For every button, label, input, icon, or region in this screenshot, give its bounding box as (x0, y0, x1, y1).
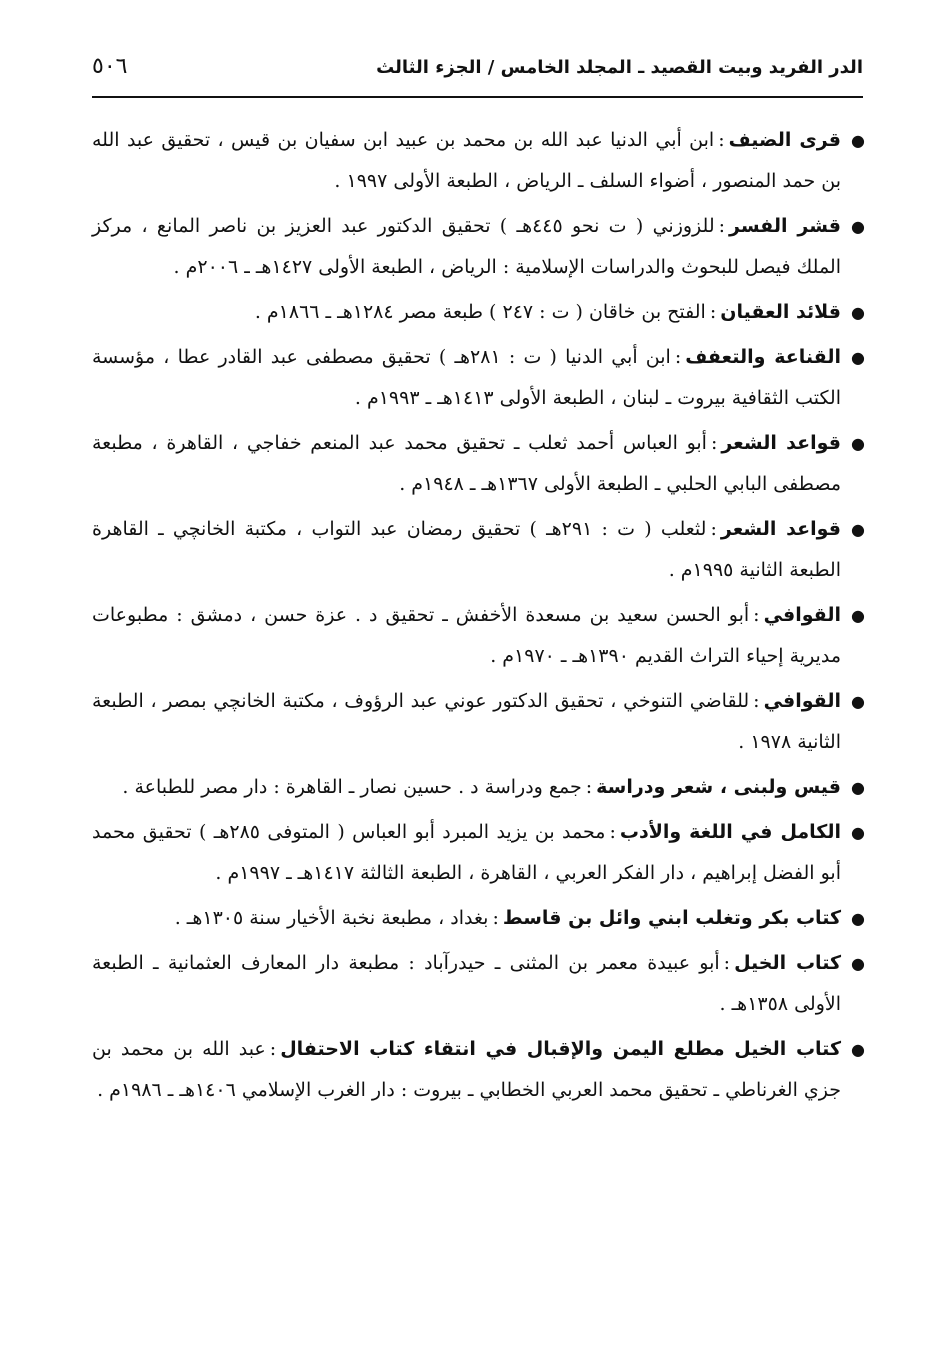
bullet-icon: ● (851, 303, 865, 322)
bibliography-entry: ● القوافي:أبو الحسن سعيد بن مسعدة الأخفش ـ تحقيق د . عزة حسن ، دمشق : مطبوعات مديرية إحياء التراث القديم ١٣٩٠هـ ـ ١٩٧٠م . (92, 595, 863, 677)
bibliography-entry: ● كتاب بكر وتغلب ابني وائل بن قاسط:بغداد ، مطبعة نخبة الأخيار سنة ١٣٠٥هـ . (92, 898, 863, 939)
bullet-icon: ● (851, 606, 865, 625)
entry-details: للقاضي التنوخي ، تحقيق الدكتور عوني عبد الرؤوف ، مكتبة الخانچي بمصر ، الطبعة الثانية ١٩٧٨ . (92, 690, 841, 753)
entry-details: أبو العباس أحمد ثعلب ـ تحقيق محمد عبد المنعم خفاجي ، القاهرة ، مطبعة مصطفى البابي الحلبي ـ الطبعة الأولى ١٣٦٧هـ ـ ١٩٤٨م . (92, 432, 841, 495)
entry-details: أبو عبيدة معمر بن المثنى ـ حيدرآباد : مطبعة دار المعارف العثمانية ـ الطبعة الأولى ١٣٥٨هـ . (92, 952, 841, 1015)
bibliography-entry: ● قشر الفسر:للزوزني ( ت نحو ٤٤٥هـ ) تحقيق الدكتور عبد العزيز بن ناصر المانع ، مركز الملك فيصل للبحوث والدراسات الإسلامية : الرياض ، الطبعة الأولى ١٤٢٧هـ ـ ٢٠٠٦م . (92, 206, 863, 288)
entry-title: قيس ولبنى ، شعر ودراسة (596, 776, 841, 798)
bullet-icon: ● (851, 1040, 865, 1059)
bullet-icon: ● (851, 954, 865, 973)
bibliography-entry: ● قواعد الشعر:أبو العباس أحمد ثعلب ـ تحقيق محمد عبد المنعم خفاجي ، القاهرة ، مطبعة مصطفى البابي الحلبي ـ الطبعة الأولى ١٣٦٧هـ ـ ١٩٤٨م . (92, 423, 863, 505)
bibliography-entry: ● قيس ولبنى ، شعر ودراسة:جمع ودراسة د . حسين نصار ـ القاهرة : دار مصر للطباعة . (92, 767, 863, 808)
entry-details: للزوزني ( ت نحو ٤٤٥هـ ) تحقيق الدكتور عبد العزيز بن ناصر المانع ، مركز الملك فيصل للبحوث والدراسات الإسلامية : الرياض ، الطبعة الأولى ١٤٢٧هـ ـ ٢٠٠٦م . (92, 215, 841, 278)
bullet-icon: ● (851, 434, 865, 453)
entry-title: قشر الفسر (729, 215, 841, 237)
entry-details: الفتح بن خاقان ( ت : ٢٤٧ ) طبعة مصر ١٢٨٤هـ ـ ١٨٦٦م . (254, 301, 706, 323)
bibliography-entry: ● الكامل في اللغة والأدب:محمد بن يزيد المبرد أبو العباس ( المتوفى ٢٨٥هـ ) تحقيق محمد أبو الفضل إبراهيم ، دار الفكر العربي ، القاهرة ، الطبعة الثالثة ١٤١٧هـ ـ ١٩٩٧م . (92, 812, 863, 894)
entry-title: كتاب بكر وتغلب ابني وائل بن قاسط (502, 907, 841, 929)
entry-title: القناعة والتعفف (685, 346, 841, 368)
bibliography-entry: ● القناعة والتعفف:ابن أبي الدنيا ( ت : ٢٨١هـ ) تحقيق مصطفى عبد القادر عطا ، مؤسسة الكتب الثقافية بيروت ـ لبنان ، الطبعة الأولى ١٤١٣هـ ـ ١٩٩٣م . (92, 337, 863, 419)
entry-details: ابن أبي الدنيا ( ت : ٢٨١هـ ) تحقيق مصطفى عبد القادر عطا ، مؤسسة الكتب الثقافية بيروت ـ لبنان ، الطبعة الأولى ١٤١٣هـ ـ ١٩٩٣م . (92, 346, 841, 409)
page-header (92, 54, 863, 98)
entry-title: القوافي (763, 690, 841, 712)
entry-details: عبد الله بن محمد بن جزي الغرناطي ـ تحقيق محمد العربي الخطابي ـ بيروت : دار الغرب الإسلامي ١٤٠٦هـ ـ ١٩٨٦م . (92, 1038, 841, 1101)
entry-title: قواعد الشعر (721, 432, 841, 454)
bullet-icon: ● (851, 217, 865, 236)
bibliography-list (92, 98, 863, 1111)
bibliography-entry: ● قرى الضيف:ابن أبي الدنيا عبد الله بن محمد بن عبيد ابن سفيان بن قيس ، تحقيق عبد الله بن حمد المنصور ، أضواء السلف ـ الرياض ، الطبعة الأولى ١٩٩٧ . (92, 120, 863, 202)
bibliography-entry: ● كتاب الخيل:أبو عبيدة معمر بن المثنى ـ حيدرآباد : مطبعة دار المعارف العثمانية ـ الطبعة الأولى ١٣٥٨هـ . (92, 943, 863, 1025)
bullet-icon: ● (851, 778, 865, 797)
bullet-icon: ● (851, 520, 865, 539)
entry-title: كتاب الخيل (734, 952, 841, 974)
entry-title: قلائد العقيان (720, 301, 841, 323)
entry-title: قرى الضيف (728, 129, 841, 151)
bullet-icon: ● (851, 909, 865, 928)
bibliography-entry: ● كتاب الخيل مطلع اليمن والإقبال في انتقاء كتاب الاحتفال:عبد الله بن محمد بن جزي الغرناطي ـ تحقيق محمد العربي الخطابي ـ بيروت : دار الغرب الإسلامي ١٤٠٦هـ ـ ١٩٨٦م . (92, 1029, 863, 1111)
entry-details: أبو الحسن سعيد بن مسعدة الأخفش ـ تحقيق د . عزة حسن ، دمشق : مطبوعات مديرية إحياء التراث القديم ١٣٩٠هـ ـ ١٩٧٠م . (92, 604, 841, 667)
entry-title: كتاب الخيل مطلع اليمن والإقبال في انتقاء كتاب الاحتفال (280, 1038, 841, 1060)
running-title: الدر الفريد وبيت القصيد ـ المجلد الخامس / الجزء الثالث (376, 57, 863, 78)
entry-title: قواعد الشعر (720, 518, 842, 540)
bibliography-entry: ● قلائد العقيان:الفتح بن خاقان ( ت : ٢٤٧ ) طبعة مصر ١٢٨٤هـ ـ ١٨٦٦م . (92, 292, 863, 333)
page-number: ٥٠٦ (92, 54, 128, 79)
entry-title: الكامل في اللغة والأدب (619, 821, 841, 843)
entry-details: جمع ودراسة د . حسين نصار ـ القاهرة : دار مصر للطباعة . (122, 776, 582, 798)
bullet-icon: ● (851, 692, 865, 711)
bullet-icon: ● (851, 131, 865, 150)
bibliography-entry: ● القوافي:للقاضي التنوخي ، تحقيق الدكتور عوني عبد الرؤوف ، مكتبة الخانچي بمصر ، الطبعة الثانية ١٩٧٨ . (92, 681, 863, 763)
entry-details: محمد بن يزيد المبرد أبو العباس ( المتوفى ٢٨٥هـ ) تحقيق محمد أبو الفضل إبراهيم ، دار الفكر العربي ، القاهرة ، الطبعة الثالثة ١٤١٧هـ ـ ١٩٩٧م . (92, 821, 841, 884)
entry-details: بغداد ، مطبعة نخبة الأخيار سنة ١٣٠٥هـ . (174, 907, 489, 929)
entry-title: القوافي (763, 604, 841, 626)
bullet-icon: ● (851, 348, 865, 367)
bullet-icon: ● (851, 823, 865, 842)
entry-details: لثعلب ( ت : ٢٩١هـ ) تحقيق رمضان عبد التواب ، مكتبة الخانچي ـ القاهرة الطبعة الثانية ١٩٩٥م . (92, 518, 841, 581)
bibliography-entry: ● قواعد الشعر:لثعلب ( ت : ٢٩١هـ ) تحقيق رمضان عبد التواب ، مكتبة الخانچي ـ القاهرة الطبعة الثانية ١٩٩٥م . (92, 509, 863, 591)
entry-details: ابن أبي الدنيا عبد الله بن محمد بن عبيد ابن سفيان بن قيس ، تحقيق عبد الله بن حمد المنصور ، أضواء السلف ـ الرياض ، الطبعة الأولى ١٩٩٧ . (92, 129, 841, 192)
